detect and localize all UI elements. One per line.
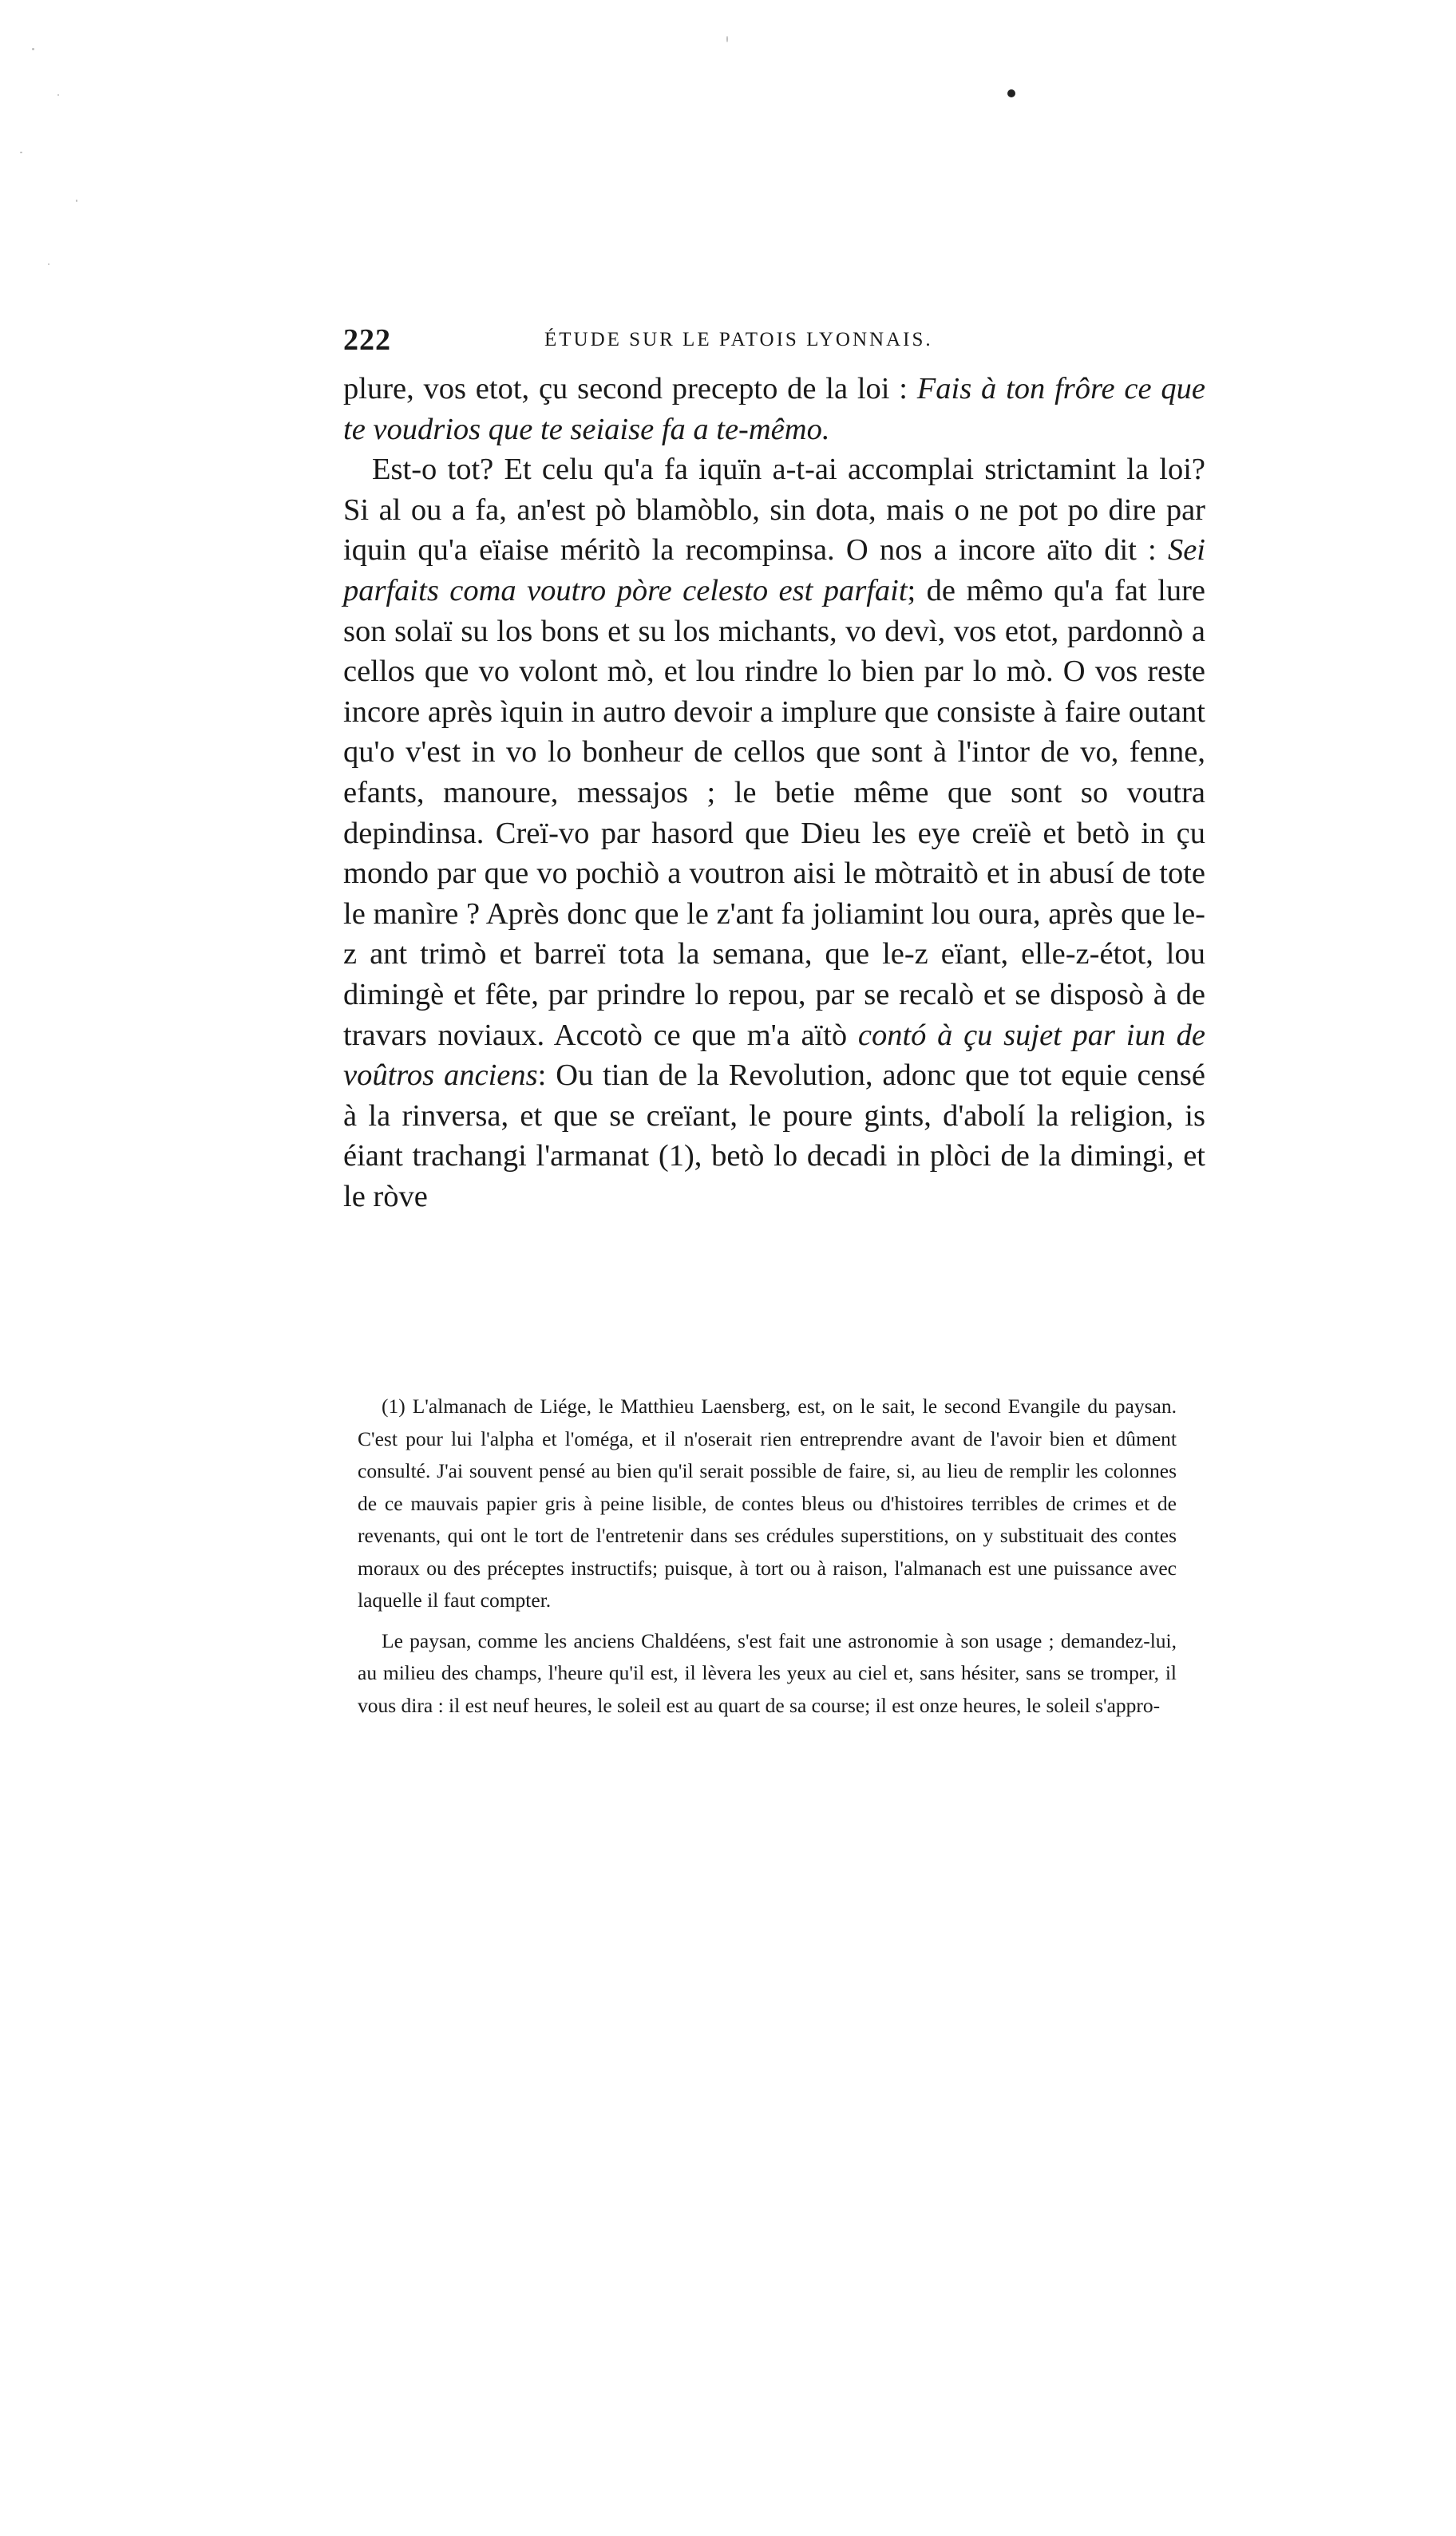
footnotes bbox=[358, 1391, 1177, 1722]
paper-speck bbox=[57, 94, 59, 96]
italic-precept: Fais à ton frôre ce que te voudrios que te seiaise fa a te-mêmo. bbox=[343, 372, 1205, 446]
footnote-1: (1) L'almanach de Liége, le Matthieu Laensberg, est, on le sait, le second Evangile du paysan. C'est pour lui l'alpha et l'oméga, et il n'oserait rien entreprendre avant de l'avoir bien et dûment consulté. J'ai souvent pensé au bien qu'il serait possible de faire, si, au lieu de remplir les colonnes de ce mauvais papier gris à peine lisible, de contes bleus ou d'histoires terribles de crimes et de revenants, qui ont le tort de l'entretenir dans ses crédules superstitions, on y substituait des contes moraux ou des préceptes instructifs; puisque, à tort ou à raison, l'almanach est une puissance avec laquelle il faut compter. bbox=[358, 1395, 1177, 1612]
page-number: 222 bbox=[343, 323, 391, 357]
paragraph: Est-o tot? Et celu qu'a fa iquïn a-t-ai accomplai strictamint la loi? Si al ou a fa, an'est pò blamòblo, sin dota, mais o ne pot po dire par iquin qu'a eïaise méritò la recompinsa. O nos a incore aïto dit : Sei parfaits coma voutro pòre celesto est parfait; de mêmo qu'a fat lure son solaï su los bons et su los michants, vo devì, vos etot, pardonnò a cellos que vo volont mò, et lou rindre lo bien par lo mò. O vos reste incore après ìquin in autro devoir a implure que consiste à faire outant qu'o v'est in vo lo bonheur de cellos que sont à l'intor de vo, fenne, efants, manoure, messajos ; le betie même que sont so voutra depindinsa. Creï-vo par hasord que Dieu les eye creïè et betò in çu mondo par que vo pochiò a voutron aisi le mòtraitò et in abusí de tote le manìre ? Après donc que le z'ant fa joliamint lou oura, après que le-z ant trimò et barreï tota la semana, que le-z eïant, elle-z-étot, lou dimingè et fête, par prindre lo repou, par se recalò et se disposò à de travars noviaux. Accotò ce que m'a aïtò contó à çu sujet par iun de voûtros anciens: Ou tian de la Revolution, adonc que tot equie censé à la rinversa, et que se creïant, le poure gints, d'abolí la religion, is éiant trachangi l'armanat (1), betò lo decadi in plòci de la dimingi, et le ròve bbox=[343, 453, 1205, 1213]
footnote-1-continued: Le paysan, comme les anciens Chaldéens, s'est fait une astronomie à son usage ; demandez-lui, au milieu des champs, l'heure qu'il est, il lèvera les yeux au ciel et, sans hésiter, sans se tromper, il vous dira : il est neuf heures, le soleil est au quart de sa course; il est onze heures, le soleil s'appro- bbox=[358, 1628, 1177, 1717]
italic-phrase: contó à çu sujet par iun de voûtros anciens bbox=[343, 1018, 1205, 1093]
paper-speck bbox=[20, 152, 22, 153]
paper-speck bbox=[48, 263, 49, 265]
paper-speck bbox=[76, 200, 77, 202]
paper-speck bbox=[726, 36, 728, 42]
paragraph-continued: plure, vos etot, çu second precepto de la loi : Fais à ton frôre ce que te voudrios que te seiaise fa a te-mêmo. bbox=[343, 372, 1205, 446]
running-head bbox=[343, 322, 1205, 362]
ink-dot bbox=[1007, 89, 1015, 97]
main-text bbox=[343, 369, 1205, 1217]
running-title: ÉTUDE SUR LE PATOIS LYONNAIS. bbox=[544, 329, 933, 350]
italic-quote: Sei parfaits coma voutro pòre celesto est parfait bbox=[343, 533, 1205, 607]
paper-speck bbox=[32, 48, 34, 50]
